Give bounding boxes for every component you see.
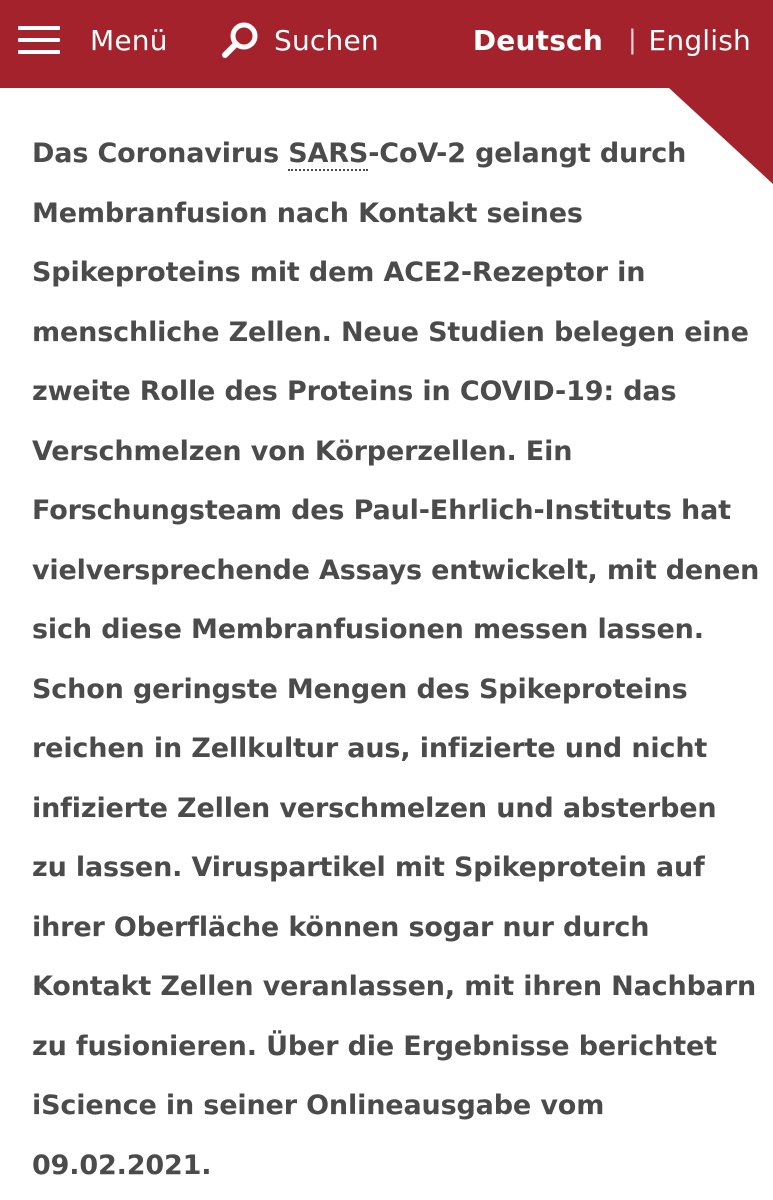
language-separator: |	[628, 25, 637, 55]
top-navigation-bar	[0, 0, 773, 88]
article-line: zu lassen. Viruspartikel mit Spikeprotein auf	[32, 852, 705, 883]
search-label: Suchen	[274, 23, 379, 57]
article-line: ihrer Oberfläche können sogar nur durch	[32, 911, 650, 943]
article-line: zweite Rolle des Proteins in COVID-19: das	[32, 376, 677, 407]
language-german-active[interactable]: Deutsch	[472, 23, 603, 57]
language-english-link[interactable]: English	[648, 23, 751, 57]
magnifier-icon	[220, 20, 260, 60]
article-line: iScience in seiner Onlineausgabe vom	[32, 1090, 605, 1121]
article-line: menschliche Zellen. Neue Studien belegen eine	[32, 316, 749, 348]
article-line: sich diese Membranfusionen messen lassen.	[32, 614, 704, 645]
hamburger-menu-icon	[18, 25, 60, 55]
article-line: Kontakt Zellen veranlassen, mit ihren Nachbarn	[32, 971, 757, 1002]
menu-button[interactable]	[18, 0, 168, 80]
article-line: Schon geringste Mengen des Spikeproteins	[32, 673, 688, 705]
article-line: Das Coronavirus SARS-CoV-2 gelangt durch	[32, 138, 687, 169]
article-line: 09.02.2021.	[32, 1149, 212, 1181]
article-line: vielversprechende Assays entwickelt, mit denen	[32, 554, 760, 586]
article-line: reichen in Zellkultur aus, infizierte und nicht	[32, 733, 708, 764]
article-teaser-paragraph	[32, 124, 760, 1195]
article-line: Verschmelzen von Körperzellen. Ein	[32, 435, 573, 467]
sars-abbreviation[interactable]: SARS	[288, 138, 369, 169]
article-line: Forschungsteam des Paul-Ehrlich-Instituts hat	[32, 495, 731, 526]
article-line: zu fusionieren. Über die Ergebnisse berichtet	[32, 1030, 717, 1062]
article-line: Membranfusion nach Kontakt seines	[32, 197, 583, 229]
article-line: infizierte Zellen verschmelzen und absterben	[32, 792, 717, 824]
article-line: Spikeproteins mit dem ACE2-Rezeptor in	[32, 257, 646, 288]
search-button[interactable]	[220, 0, 379, 80]
menu-label: Menü	[90, 23, 168, 57]
